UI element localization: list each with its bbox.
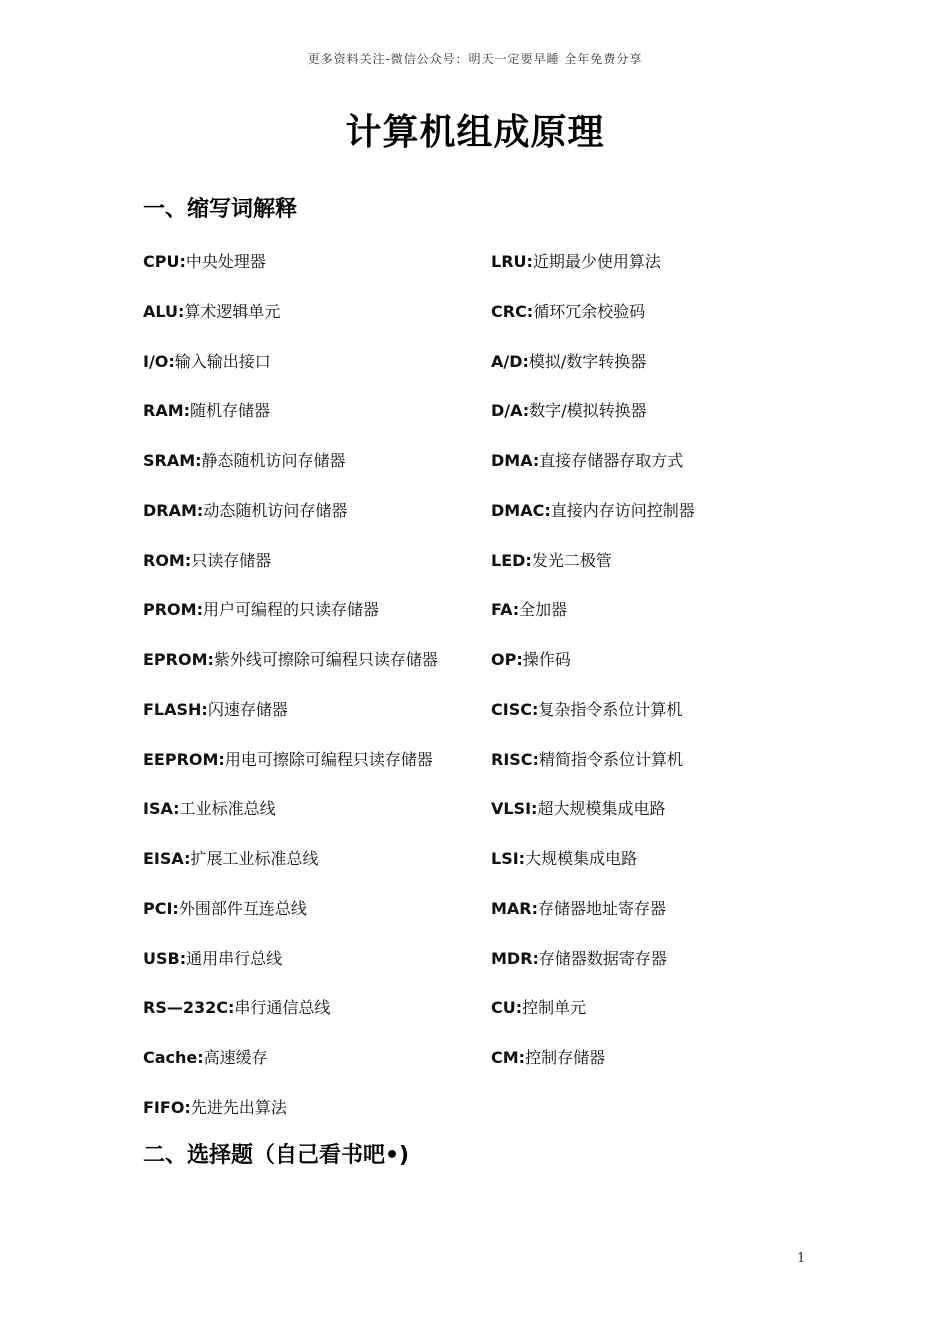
term-definition: 紫外线可擦除可编程只读存储器 [213, 650, 438, 669]
term-abbreviation: SRAM: [143, 451, 202, 470]
term-definition: 复杂指令系位计算机 [538, 699, 683, 719]
term-definition: 先进先出算法 [190, 1097, 287, 1117]
term-left [143, 947, 491, 971]
term-left [143, 698, 491, 722]
term-abbreviation: CISC: [491, 699, 539, 719]
term-definition: 高速缓存 [203, 1048, 268, 1067]
term-abbreviation: I/O: [143, 351, 175, 371]
term-row [143, 748, 863, 798]
term-abbreviation: CPU: [143, 252, 186, 271]
term-abbreviation: MAR: [491, 898, 539, 918]
header-note: 更多资料关注-微信公众号：明天一定要早睡 全年免费分享 [307, 52, 643, 66]
term-right [491, 897, 839, 921]
term-abbreviation: D/A: [491, 401, 530, 421]
term-right [491, 549, 839, 573]
term-right [491, 300, 839, 324]
term-definition: 用户可编程的只读存储器 [202, 600, 379, 620]
term-left [143, 449, 491, 473]
term-abbreviation: RISC: [491, 749, 539, 769]
term-right [491, 648, 839, 672]
page-number: 1 [797, 1251, 806, 1266]
term-left [143, 350, 491, 374]
term-right [491, 350, 839, 374]
term-abbreviation: DMA: [491, 451, 540, 470]
term-abbreviation: CM: [491, 1048, 526, 1067]
term-definition: 循环冗余校验码 [533, 301, 646, 321]
term-abbreviation: Cache: [143, 1048, 204, 1067]
term-row [143, 449, 863, 499]
term-definition: 超大规模集成电路 [537, 799, 666, 819]
term-definition: 操作码 [522, 650, 571, 669]
term-definition: 近期最少使用算法 [532, 252, 661, 271]
term-abbreviation: ISA: [143, 799, 180, 819]
term-right [491, 748, 839, 772]
term-abbreviation: RAM: [143, 401, 191, 421]
term-definition: 串行通信总线 [234, 998, 331, 1018]
term-abbreviation: EPROM: [143, 650, 214, 669]
term-row [143, 996, 863, 1046]
term-left [143, 748, 491, 772]
term-definition: 控制单元 [522, 998, 587, 1018]
term-abbreviation: ROM: [143, 550, 192, 570]
term-left [143, 897, 491, 921]
term-definition: 控制存储器 [525, 1048, 606, 1067]
term-abbreviation: A/D: [491, 351, 529, 371]
term-right [491, 598, 839, 622]
term-definition: 随机存储器 [190, 401, 271, 421]
term-abbreviation: FA: [491, 600, 520, 620]
term-row [143, 947, 863, 997]
term-abbreviation: MDR: [491, 948, 539, 968]
term-definition: 精简指令系位计算机 [538, 749, 683, 769]
term-definition: 输入输出接口 [174, 351, 271, 371]
term-row [143, 847, 863, 897]
term-row [143, 598, 863, 648]
term-row [143, 797, 863, 847]
term-definition: 闪速存储器 [207, 699, 288, 719]
term-abbreviation: FLASH: [143, 699, 208, 719]
term-right [491, 449, 839, 473]
term-abbreviation: CU: [491, 998, 523, 1018]
term-abbreviation: OP: [491, 650, 523, 669]
term-definition: 数字/模拟转换器 [529, 401, 647, 421]
term-definition: 外围部件互连总线 [178, 898, 307, 918]
term-definition: 模拟/数字转换器 [528, 351, 647, 371]
term-abbreviation: DMAC: [491, 500, 551, 520]
term-definition: 用电可擦除可编程只读存储器 [224, 749, 433, 769]
term-definition: 存储器数据寄存器 [538, 948, 667, 968]
term-left [143, 1046, 491, 1070]
term-abbreviation: EISA: [143, 849, 191, 868]
term-row [143, 698, 863, 748]
term-left [143, 399, 491, 423]
term-abbreviation: CRC: [491, 301, 534, 321]
term-left [143, 598, 491, 622]
term-right [491, 1046, 839, 1070]
section-heading-abbreviations: 一、缩写词解释 [143, 197, 298, 222]
term-definition: 中央处理器 [185, 252, 266, 271]
term-right [491, 698, 839, 722]
term-abbreviation: LED: [491, 550, 532, 570]
term-row [143, 648, 863, 698]
term-definition: 静态随机访问存储器 [201, 451, 346, 470]
term-left [143, 300, 491, 324]
term-row [143, 897, 863, 947]
term-abbreviation: VLSI: [491, 799, 538, 819]
term-abbreviation: PCI: [143, 898, 179, 918]
term-definition: 算术逻辑单元 [184, 301, 281, 321]
term-left [143, 996, 491, 1020]
term-definition: 直接存储器存取方式 [539, 451, 684, 470]
term-row [143, 1046, 863, 1096]
term-abbreviation: ALU: [143, 301, 185, 321]
term-left [143, 847, 491, 871]
term-definition: 直接内存访问控制器 [550, 500, 695, 520]
term-abbreviation: USB: [143, 948, 187, 968]
term-abbreviation: RS—232C: [143, 998, 235, 1018]
term-right [491, 797, 839, 821]
term-row [143, 350, 863, 400]
term-left [143, 250, 491, 274]
term-row [143, 499, 863, 549]
term-left [143, 648, 491, 672]
term-definition: 工业标准总线 [179, 799, 276, 819]
term-abbreviation: LSI: [491, 849, 526, 868]
term-definition: 通用串行总线 [186, 948, 283, 968]
term-left [143, 549, 491, 573]
term-abbreviation: EEPROM: [143, 749, 225, 769]
term-right [491, 499, 839, 523]
term-right [491, 847, 839, 871]
term-abbreviation: DRAM: [143, 500, 204, 520]
term-abbreviation: FIFO: [143, 1097, 191, 1117]
abbreviation-list [143, 250, 863, 1146]
term-right [491, 947, 839, 971]
term-definition: 只读存储器 [191, 550, 272, 570]
term-left [143, 797, 491, 821]
term-left [143, 499, 491, 523]
term-left [143, 1096, 491, 1120]
term-definition: 全加器 [519, 600, 568, 620]
term-row [143, 549, 863, 599]
term-row [143, 300, 863, 350]
term-definition: 动态随机访问存储器 [203, 500, 348, 520]
document-title: 计算机组成原理 [345, 112, 605, 153]
term-abbreviation: PROM: [143, 600, 203, 620]
term-right [491, 399, 839, 423]
term-abbreviation: LRU: [491, 252, 533, 271]
term-definition: 存储器地址寄存器 [538, 898, 667, 918]
term-row [143, 399, 863, 449]
term-definition: 大规模集成电路 [525, 849, 638, 868]
term-right [491, 996, 839, 1020]
term-row [143, 250, 863, 300]
term-right [491, 250, 839, 274]
section-heading-multiple-choice: 二、选择题（自己看书吧•) [143, 1143, 410, 1168]
term-definition: 发光二极管 [531, 550, 612, 570]
term-definition: 扩展工业标准总线 [190, 849, 319, 868]
